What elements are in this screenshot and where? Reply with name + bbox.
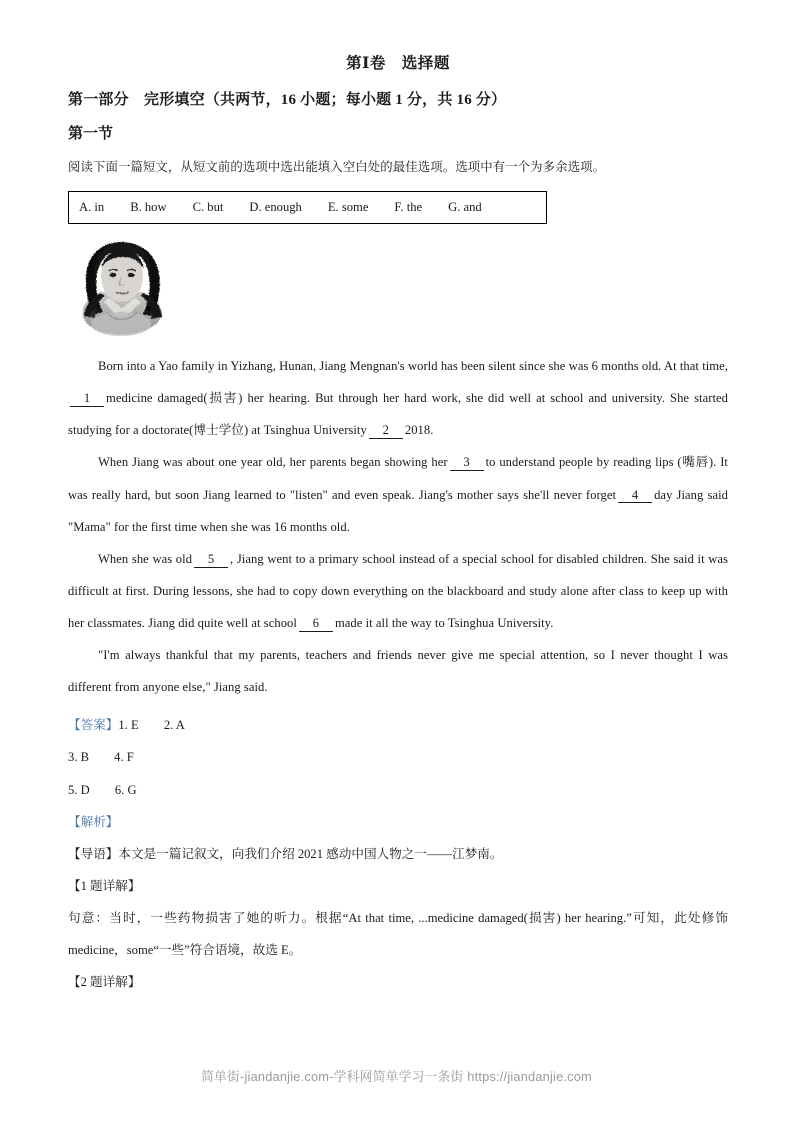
p1-text-c: 2018.: [404, 423, 434, 438]
p2-text-c: day Jiang said "Mama" for the first time when she was 16 months old.: [68, 487, 728, 534]
blank-3[interactable]: 3: [450, 456, 484, 471]
passage-paragraph-3: [68, 543, 728, 639]
p3-text-b: , Jiang went to a primary school instead of a special school for disabled children. She said it was difficult at first. During lessons, she had to copy down everything on the blackboard and study alone after class to keep up with her classmates. Jiang did quite well at school: [68, 551, 729, 630]
options-box: [68, 191, 547, 224]
answer-line-1: [68, 709, 728, 741]
p2-text-b: to understand people by reading lips (嘴唇). It was really hard, but soon Jiang learned to "listen" and even speak. Jiang's mother says she'll never forget: [68, 455, 728, 502]
answer-block: [68, 709, 728, 805]
analysis-intro-label: 【导语】: [68, 846, 119, 861]
p1-text-a: Born into a Yao family in Yizhang, Hunan, Jiang Mengnan's world has been silent since she was 6 months old. At that time,: [98, 359, 728, 374]
p3-text-c: made it all the way to Tsinghua University.: [334, 615, 554, 630]
portrait-photo-image: [71, 238, 172, 336]
answer-line-2: [68, 741, 728, 773]
blank-2[interactable]: 2: [369, 424, 403, 439]
instruction-text: 阅读下面一篇短文，从短文前的选项中选出能填入空白处的最佳选项。选项中有一个为多余选项。: [68, 160, 606, 175]
option-e[interactable]: E. some: [327, 200, 369, 215]
answer-values-1: 1. E 2. A: [118, 718, 185, 733]
p1-text-b: medicine damaged(损害) her hearing. But through her hard work, she did well at school and university. She started studying for a doctorate(博士学位) at Tsinghua University: [68, 391, 728, 438]
blank-4[interactable]: 4: [618, 489, 652, 504]
p3-text-a: When she was old: [98, 551, 193, 566]
blank-6[interactable]: 6: [299, 617, 333, 632]
section-heading: 第一节: [68, 125, 114, 142]
answer-values-3: 5. D 6. G: [68, 782, 137, 797]
blank-1[interactable]: 1: [70, 392, 104, 407]
document-content: [68, 52, 728, 998]
page-title: 第Ⅰ卷 选择题: [346, 55, 450, 72]
analysis-q2-label: 【2 题详解】: [68, 975, 141, 990]
analysis-intro-text: 本文是一篇记叙文，向我们介绍 2021 感动中国人物之一——江梦南。: [118, 846, 503, 861]
option-g[interactable]: G. and: [448, 200, 482, 215]
answer-label: 【答案】: [68, 718, 119, 733]
answer-line-3: [68, 774, 728, 806]
analysis-q1-text: 句意：当时，一些药物损害了她的听力。根据“At that time, ...medicine damaged(损害) her hearing.”可知，此处修饰 medicine，some“一些”符合语境，故选 E。: [68, 910, 728, 958]
option-c[interactable]: C. but: [192, 200, 224, 215]
analysis-q1-label: 【1 题详解】: [68, 878, 141, 893]
option-f[interactable]: F. the: [394, 200, 423, 215]
p4-text: "I'm always thankful that my parents, teachers and friends never give me special attention, so I never thought I was different from anyone else," Jiang said.: [68, 648, 728, 695]
portrait-photo: [71, 238, 172, 336]
blank-5[interactable]: 5: [194, 553, 228, 568]
option-d[interactable]: D. enough: [249, 200, 302, 215]
answer-values-2: 3. B 4. F: [68, 750, 134, 765]
passage-paragraph-2: [68, 446, 728, 542]
analysis-intro-line: [68, 838, 728, 870]
analysis-label-line: [68, 806, 728, 838]
analysis-block: [68, 806, 728, 999]
passage-paragraph-4: [68, 639, 728, 703]
passage-paragraph-1: [68, 350, 728, 446]
part-heading: 第一部分 完形填空（共两节，16 小题；每小题 1 分，共 16 分）: [68, 92, 507, 109]
p2-text-a: When Jiang was about one year old, her parents began showing her: [98, 455, 448, 470]
footer-watermark: 简单街-jiandanjie.com-学科网简单学习一条街 https://jiandanjie.com: [201, 1069, 592, 1084]
option-b[interactable]: B. how: [130, 200, 167, 215]
analysis-label: 【解析】: [68, 814, 119, 829]
option-a[interactable]: A. in: [79, 200, 105, 215]
reading-passage: [68, 350, 728, 703]
